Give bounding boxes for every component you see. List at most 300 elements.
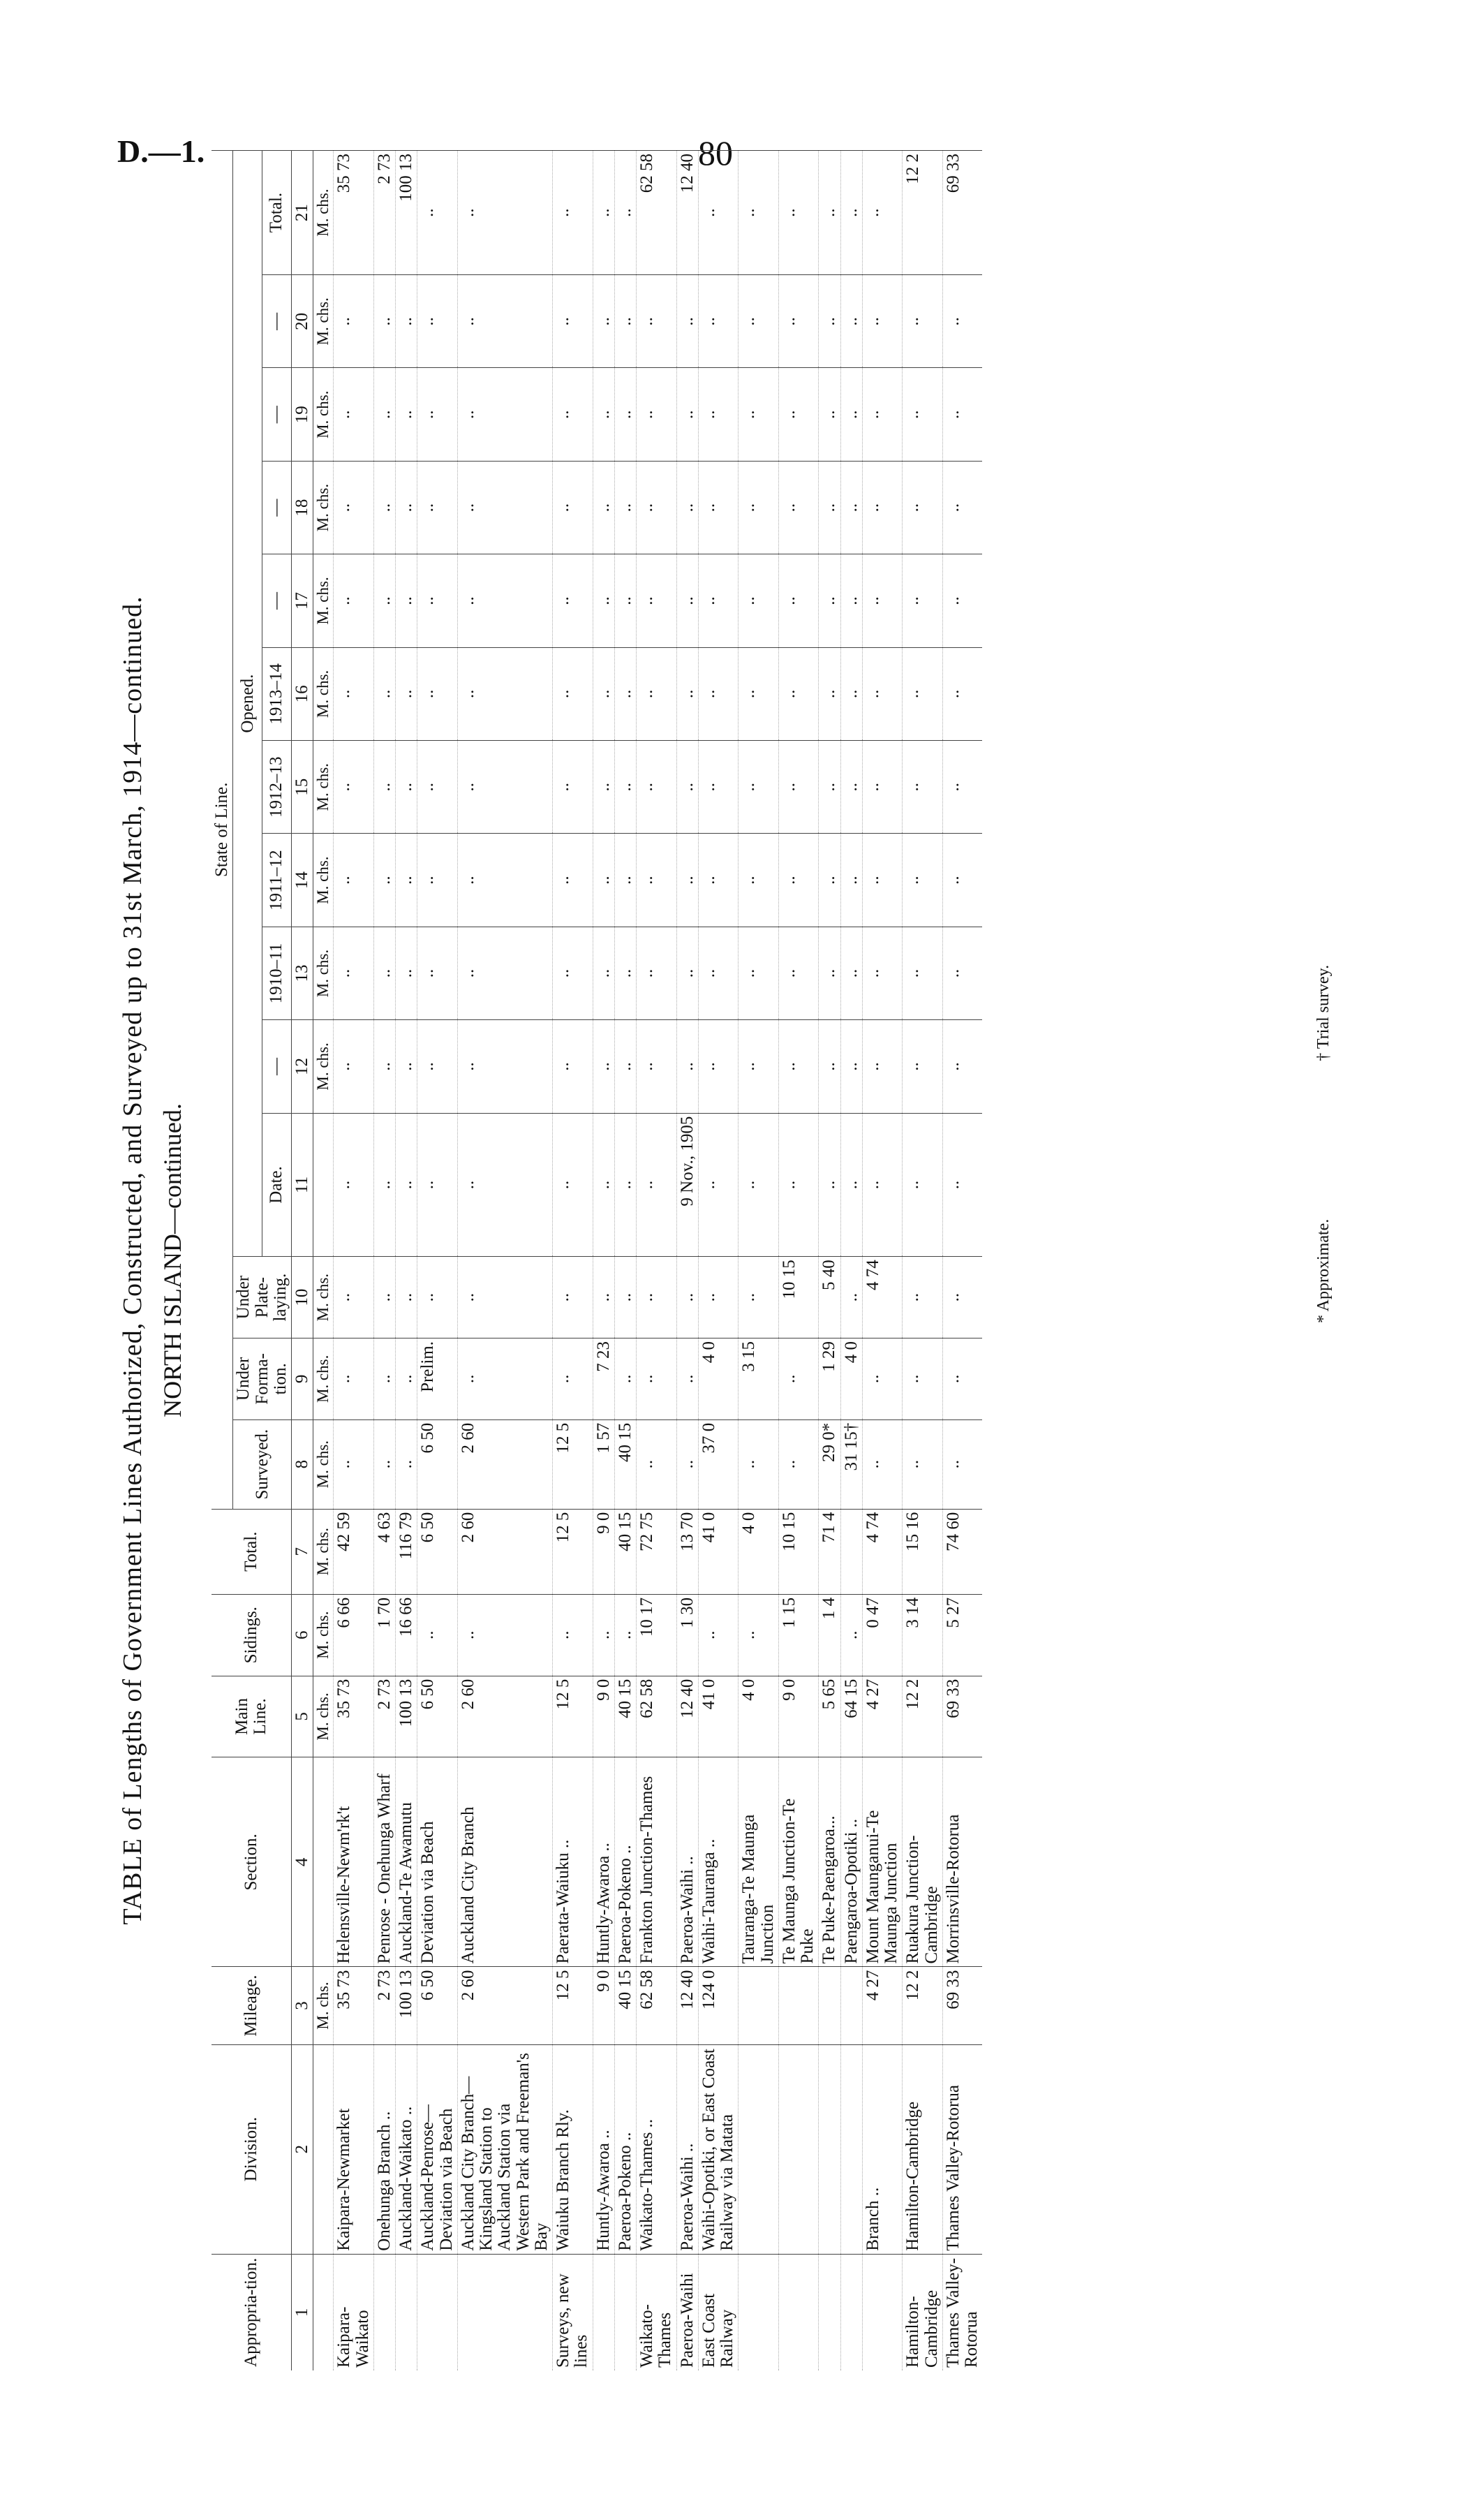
cell-sidings: 1 15 [778, 1594, 819, 1676]
cell-opened-year: .. [942, 834, 982, 927]
cell-opened-year: .. [417, 834, 458, 927]
cell-sidings: .. [553, 1594, 593, 1676]
cell-opened-year: .. [778, 368, 819, 461]
cell-total: 116 79 [396, 1509, 417, 1594]
unit-blank [313, 2254, 334, 2370]
cell-opened-year: .. [373, 1020, 395, 1113]
column-number: 19 [292, 368, 313, 461]
cell-division: Auckland City Branch—Kingsland Station to Auckland Station via Western Park and Freeman's Bay [457, 2044, 552, 2254]
cell-opened-year: .. [739, 834, 779, 927]
cell-section: Morrinsville-Rotorua [942, 1757, 982, 1967]
cell-opened-year: .. [553, 275, 593, 368]
cell-under-formation: .. [396, 1338, 417, 1420]
th-1913: 1913–14 [262, 647, 292, 740]
cell-section: Paengaroa-Opotiki .. [840, 1757, 862, 1967]
cell-surveyed: 31 15† [840, 1419, 862, 1509]
cell-surveyed: .. [903, 1419, 943, 1509]
cell-date: .. [396, 1113, 417, 1257]
cell-opened-year: .. [739, 647, 779, 740]
cell-under-platelaying: 4 74 [862, 1257, 903, 1338]
cell-opened-year: .. [593, 834, 614, 927]
cell-main-line: 40 15 [614, 1676, 636, 1757]
cell-surveyed: .. [942, 1419, 982, 1509]
cell-opened-year: .. [396, 927, 417, 1019]
table-row [396, 151, 417, 2371]
cell-date: .. [553, 1113, 593, 1257]
cell-under-formation: .. [553, 1338, 593, 1420]
unit-label: M. chs. [313, 647, 334, 740]
lines-table [212, 150, 982, 2370]
cell-opened-year: .. [819, 461, 840, 554]
cell-opened-year: .. [840, 461, 862, 554]
cell-division: Auckland-Waikato .. [396, 2044, 417, 2254]
column-numbers-row [292, 151, 313, 2371]
cell-opened-year: .. [637, 741, 677, 834]
table-row [637, 151, 677, 2371]
cell-under-formation: .. [457, 1338, 552, 1420]
cell-total-opened: 12 40 [676, 151, 698, 275]
cell-opened-year: .. [840, 1020, 862, 1113]
cell-mileage [778, 1967, 819, 2044]
table-row [553, 151, 593, 2371]
cell-appropriation [396, 2254, 417, 2370]
cell-opened-year: .. [373, 647, 395, 740]
cell-surveyed: 1 57 [593, 1419, 614, 1509]
cell-section: Deviation via Beach [417, 1757, 458, 1967]
cell-opened-year: .. [862, 275, 903, 368]
cell-opened-year: .. [593, 275, 614, 368]
cell-opened-year: .. [698, 461, 739, 554]
cell-opened-year: .. [373, 461, 395, 554]
cell-under-platelaying: .. [553, 1257, 593, 1338]
cell-opened-year: .. [593, 927, 614, 1019]
cell-opened-year: .. [903, 834, 943, 927]
cell-section: Waihi-Tauranga .. [698, 1757, 739, 1967]
cell-opened-year: .. [417, 368, 458, 461]
cell-under-platelaying: .. [942, 1257, 982, 1338]
unit-label: M. chs. [313, 368, 334, 461]
cell-opened-year: .. [819, 1020, 840, 1113]
th-sidings: Sidings. [212, 1594, 292, 1676]
cell-main-line: 2 60 [457, 1676, 552, 1757]
unit-label: M. chs. [313, 1509, 334, 1594]
cell-sidings: 1 70 [373, 1594, 395, 1676]
cell-total: 74 60 [942, 1509, 982, 1594]
column-number: 21 [292, 151, 313, 275]
cell-opened-year: .. [942, 647, 982, 740]
cell-appropriation [739, 2254, 779, 2370]
rotated-table-page [117, 150, 1388, 2370]
cell-opened-year: .. [593, 368, 614, 461]
cell-total: 71 4 [819, 1509, 840, 1594]
column-number: 6 [292, 1594, 313, 1676]
cell-opened-year: .. [417, 275, 458, 368]
cell-opened-year: .. [334, 927, 374, 1019]
cell-opened-year: .. [698, 275, 739, 368]
cell-opened-year: .. [334, 1020, 374, 1113]
cell-appropriation [373, 2254, 395, 2370]
cell-under-formation: .. [373, 1338, 395, 1420]
cell-under-formation: 3 15 [739, 1338, 779, 1420]
cell-opened-year: .. [840, 275, 862, 368]
cell-section: Paeroa-Pokeno .. [614, 1757, 636, 1967]
table-row [778, 151, 819, 2371]
cell-opened-year: .. [553, 834, 593, 927]
cell-opened-year: .. [840, 368, 862, 461]
cell-opened-year: .. [637, 461, 677, 554]
cell-opened-year: .. [903, 275, 943, 368]
table-row [334, 151, 374, 2371]
cell-under-platelaying: .. [637, 1257, 677, 1338]
cell-under-formation: 4 0 [840, 1338, 862, 1420]
cell-opened-year: .. [862, 368, 903, 461]
cell-opened-year: .. [739, 927, 779, 1019]
cell-main-line: 4 27 [862, 1676, 903, 1757]
cell-total-opened: 2 73 [373, 151, 395, 275]
cell-opened-year: .. [457, 927, 552, 1019]
cell-opened-year: .. [373, 275, 395, 368]
cell-opened-year: .. [614, 275, 636, 368]
cell-surveyed: 6 50 [417, 1419, 458, 1509]
cell-opened-year: .. [457, 1020, 552, 1113]
table-row [614, 151, 636, 2371]
cell-opened-year: .. [819, 554, 840, 647]
cell-main-line: 4 0 [739, 1676, 779, 1757]
cell-opened-year: .. [778, 1020, 819, 1113]
cell-division: Paeroa-Waihi .. [676, 2044, 698, 2254]
column-number: 3 [292, 1967, 313, 2044]
column-number: 5 [292, 1676, 313, 1757]
table-row [698, 151, 739, 2371]
cell-opened-year: .. [676, 461, 698, 554]
cell-total: 13 70 [676, 1509, 698, 1594]
cell-opened-year: .. [373, 834, 395, 927]
cell-surveyed: .. [778, 1419, 819, 1509]
cell-main-line: 64 15 [840, 1676, 862, 1757]
cell-under-platelaying: .. [373, 1257, 395, 1338]
cell-opened-year: .. [593, 647, 614, 740]
cell-opened-year: .. [778, 741, 819, 834]
cell-under-formation: .. [637, 1338, 677, 1420]
cell-under-formation: 7 23 [593, 1338, 614, 1420]
cell-opened-year: .. [553, 554, 593, 647]
cell-mileage: 40 15 [614, 1967, 636, 2044]
cell-opened-year: .. [553, 741, 593, 834]
cell-opened-year: .. [637, 1020, 677, 1113]
cell-section: Auckland-Te Awamutu [396, 1757, 417, 1967]
cell-opened-year: .. [819, 741, 840, 834]
cell-opened-year: .. [778, 647, 819, 740]
cell-main-line: 100 13 [396, 1676, 417, 1757]
cell-sidings: 6 66 [334, 1594, 374, 1676]
cell-surveyed: 37 0 [698, 1419, 739, 1509]
cell-opened-year: .. [903, 927, 943, 1019]
cell-opened-year: .. [840, 554, 862, 647]
cell-sidings: 10 17 [637, 1594, 677, 1676]
cell-opened-year: .. [739, 554, 779, 647]
cell-under-formation: .. [778, 1338, 819, 1420]
cell-sidings: .. [457, 1594, 552, 1676]
cell-opened-year: .. [593, 461, 614, 554]
cell-division: Paeroa-Pokeno .. [614, 2044, 636, 2254]
cell-total: 41 0 [698, 1509, 739, 1594]
cell-opened-year: .. [676, 275, 698, 368]
cell-opened-year: .. [778, 927, 819, 1019]
cell-total-opened: .. [417, 151, 458, 275]
cell-surveyed: .. [862, 1419, 903, 1509]
cell-total-opened: .. [457, 151, 552, 275]
table-row [676, 151, 698, 2371]
cell-main-line: 6 50 [417, 1676, 458, 1757]
cell-opened-year: .. [637, 834, 677, 927]
cell-opened-year: .. [334, 554, 374, 647]
cell-opened-year: .. [614, 1020, 636, 1113]
cell-surveyed: .. [637, 1419, 677, 1509]
cell-total-opened: 62 58 [637, 151, 677, 275]
cell-main-line: 69 33 [942, 1676, 982, 1757]
cell-opened-year: .. [334, 647, 374, 740]
unit-label: M. chs. [313, 834, 334, 927]
cell-opened-year: .. [819, 834, 840, 927]
column-number: 17 [292, 554, 313, 647]
cell-opened-year: .. [614, 741, 636, 834]
cell-opened-year: .. [334, 368, 374, 461]
cell-opened-year: .. [778, 554, 819, 647]
cell-section: Tauranga-Te Maunga Junction [739, 1757, 779, 1967]
cell-opened-year: .. [862, 554, 903, 647]
cell-mileage: 124 0 [698, 1967, 739, 2044]
cell-opened-year: .. [942, 1020, 982, 1113]
cell-opened-year: .. [862, 1020, 903, 1113]
cell-division: Hamilton-Cambridge [903, 2044, 943, 2254]
cell-under-formation: .. [942, 1338, 982, 1420]
footnotes [1314, 346, 1333, 1323]
cell-total: 6 50 [417, 1509, 458, 1594]
cell-opened-year: .. [862, 461, 903, 554]
cell-section: Helensville-Newm'rk't [334, 1757, 374, 1967]
cell-appropriation: East Coast Railway [698, 2254, 739, 2370]
unit-label: M. chs. [313, 461, 334, 554]
cell-opened-year: .. [698, 647, 739, 740]
cell-under-formation: Prelim. [417, 1338, 458, 1420]
cell-opened-year: .. [396, 554, 417, 647]
th-total-opened: Total. [262, 151, 292, 275]
column-number: 1 [292, 2254, 313, 2370]
unit-label: M. chs. [313, 554, 334, 647]
cell-under-formation: 4 0 [698, 1338, 739, 1420]
table-body [334, 151, 983, 2371]
cell-total: 12 5 [553, 1509, 593, 1594]
cell-opened-year: .. [819, 275, 840, 368]
footnote-trial-survey: † Trial survey. [1314, 964, 1333, 1061]
cell-date: .. [903, 1113, 943, 1257]
cell-total: 4 74 [862, 1509, 903, 1594]
cell-mileage: 62 58 [637, 1967, 677, 2044]
column-number: 12 [292, 1020, 313, 1113]
cell-date: .. [778, 1113, 819, 1257]
cell-appropriation: Waikato-Thames [637, 2254, 677, 2370]
cell-under-formation: .. [862, 1338, 903, 1420]
column-number: 10 [292, 1257, 313, 1338]
cell-opened-year: .. [676, 741, 698, 834]
cell-under-platelaying: .. [739, 1257, 779, 1338]
cell-main-line: 5 65 [819, 1676, 840, 1757]
cell-opened-year: .. [840, 927, 862, 1019]
cell-date: 9 Nov., 1905 [676, 1113, 698, 1257]
unit-label: M. chs. [313, 151, 334, 275]
th-state-of-line: State of Line. [212, 151, 233, 1510]
cell-opened-year: .. [457, 834, 552, 927]
unit-label: M. chs. [313, 927, 334, 1019]
cell-appropriation: Kaipara-Waikato [334, 2254, 374, 2370]
cell-section: Mount Maunganui-Te Maunga Junction [862, 1757, 903, 1967]
cell-opened-year: .. [942, 927, 982, 1019]
cell-opened-year: .. [457, 461, 552, 554]
cell-opened-year: .. [676, 368, 698, 461]
column-number: 13 [292, 927, 313, 1019]
cell-surveyed: .. [676, 1419, 698, 1509]
cell-under-platelaying: .. [903, 1257, 943, 1338]
cell-appropriation [862, 2254, 903, 2370]
cell-opened-year: .. [739, 741, 779, 834]
cell-mileage: 9 0 [593, 1967, 614, 2044]
cell-date: .. [862, 1113, 903, 1257]
cell-appropriation [614, 2254, 636, 2370]
cell-opened-year: .. [862, 927, 903, 1019]
cell-opened-year: .. [840, 834, 862, 927]
unit-label: M. chs. [313, 1967, 334, 2044]
column-number: 4 [292, 1757, 313, 1967]
cell-date: .. [334, 1113, 374, 1257]
cell-opened-year: .. [819, 368, 840, 461]
cell-opened-year: .. [862, 834, 903, 927]
cell-opened-year: .. [614, 834, 636, 927]
cell-section: Te Puke-Paengaroa... [819, 1757, 840, 1967]
cell-division [778, 2044, 819, 2254]
cell-under-platelaying: 5 40 [819, 1257, 840, 1338]
cell-mileage [819, 1967, 840, 2044]
cell-opened-year: .. [698, 927, 739, 1019]
table-row [862, 151, 903, 2371]
cell-mileage [840, 1967, 862, 2044]
th-date: Date. [262, 1113, 292, 1257]
th-surveyed: Surveyed. [233, 1419, 292, 1509]
cell-date: .. [819, 1113, 840, 1257]
column-number: 15 [292, 741, 313, 834]
cell-total-opened: .. [739, 151, 779, 275]
cell-total: 4 0 [739, 1509, 779, 1594]
cell-under-platelaying: .. [840, 1257, 862, 1338]
cell-under-platelaying: .. [334, 1257, 374, 1338]
table-row [840, 151, 862, 2371]
cell-opened-year: .. [457, 275, 552, 368]
cell-opened-year: .. [698, 1020, 739, 1113]
cell-opened-year: .. [396, 461, 417, 554]
cell-sidings: .. [417, 1594, 458, 1676]
cell-main-line: 9 0 [778, 1676, 819, 1757]
table-row [903, 151, 943, 2371]
cell-under-platelaying: .. [593, 1257, 614, 1338]
cell-opened-year: .. [698, 834, 739, 927]
cell-total-opened: .. [778, 151, 819, 275]
document-id: D.—1. [117, 133, 205, 169]
cell-mileage: 35 73 [334, 1967, 374, 2044]
cell-under-platelaying: .. [698, 1257, 739, 1338]
cell-division: Kaipara-Newmarket [334, 2044, 374, 2254]
cell-opened-year: .. [553, 647, 593, 740]
cell-mileage [739, 1967, 779, 2044]
cell-opened-year: .. [637, 368, 677, 461]
cell-sidings: .. [593, 1594, 614, 1676]
cell-division: Thames Valley-Rotorua [942, 2044, 982, 2254]
cell-mileage: 4 27 [862, 1967, 903, 2044]
cell-section: Huntly-Awaroa .. [593, 1757, 614, 1967]
cell-total: 10 15 [778, 1509, 819, 1594]
cell-main-line: 62 58 [637, 1676, 677, 1757]
table-row [373, 151, 395, 2371]
cell-total: 15 16 [903, 1509, 943, 1594]
unit-label: M. chs. [313, 1338, 334, 1420]
cell-under-formation: .. [903, 1338, 943, 1420]
cell-under-formation: .. [614, 1338, 636, 1420]
cell-surveyed: 12 5 [553, 1419, 593, 1509]
cell-total-opened: 12 2 [903, 151, 943, 275]
cell-under-formation: 1 29 [819, 1338, 840, 1420]
cell-sidings: .. [614, 1594, 636, 1676]
th-1912: 1912–13 [262, 741, 292, 834]
th-opened: Opened. [233, 151, 262, 1257]
cell-opened-year: .. [637, 927, 677, 1019]
cell-opened-year: .. [903, 1020, 943, 1113]
cell-opened-year: .. [553, 1020, 593, 1113]
column-number: 2 [292, 2044, 313, 2254]
table-row [417, 151, 458, 2371]
th-total: Total. [212, 1509, 292, 1594]
cell-opened-year: .. [373, 741, 395, 834]
unit-label: M. chs. [313, 1419, 334, 1509]
cell-under-formation: .. [334, 1338, 374, 1420]
unit-label: M. chs. [313, 1257, 334, 1338]
cell-main-line: 2 73 [373, 1676, 395, 1757]
cell-opened-year: .. [739, 1020, 779, 1113]
cell-under-formation: .. [676, 1338, 698, 1420]
cell-mileage: 69 33 [942, 1967, 982, 2044]
cell-surveyed: .. [373, 1419, 395, 1509]
unit-blank [313, 1757, 334, 1967]
table-row [457, 151, 552, 2371]
cell-appropriation: Thames Valley-Rotorua [942, 2254, 982, 2370]
cell-under-platelaying: .. [417, 1257, 458, 1338]
table-row [593, 151, 614, 2371]
cell-opened-year: .. [396, 834, 417, 927]
th-dash: — [262, 368, 292, 461]
table-row [942, 151, 982, 2371]
th-dash: — [262, 275, 292, 368]
cell-opened-year: .. [676, 554, 698, 647]
cell-opened-year: .. [417, 647, 458, 740]
cell-opened-year: .. [614, 647, 636, 740]
cell-surveyed: .. [396, 1419, 417, 1509]
cell-total-opened: .. [862, 151, 903, 275]
cell-mileage: 12 5 [553, 1967, 593, 2044]
table-title: TABLE of Lengths of Government Lines Authorized, Constructed, and Surveyed up to 31st March, 1914—continued. [118, 596, 147, 1925]
cell-opened-year: .. [862, 647, 903, 740]
cell-opened-year: .. [457, 741, 552, 834]
cell-sidings: 1 30 [676, 1594, 698, 1676]
cell-section: Paeroa-Waihi .. [676, 1757, 698, 1967]
cell-opened-year: .. [637, 275, 677, 368]
cell-opened-year: .. [942, 554, 982, 647]
